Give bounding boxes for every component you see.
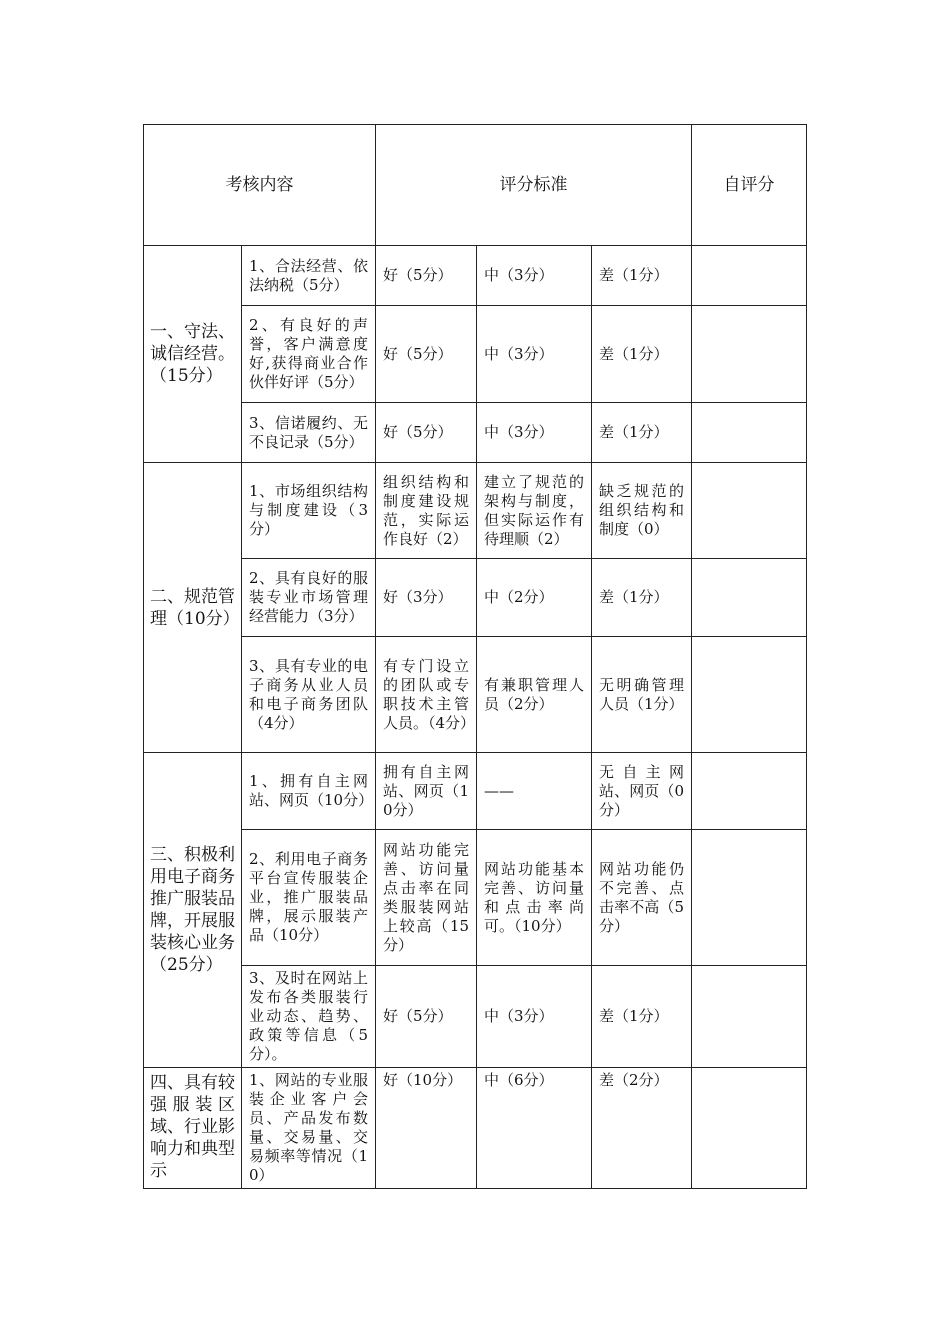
header-self-score: 自评分 <box>692 125 807 246</box>
table-row <box>144 306 807 403</box>
good-cell: 好（3分） <box>376 559 477 637</box>
mid-cell: 网站功能基本完善、访问量和点击率尚可。（10分） <box>477 830 592 966</box>
poor-cell: 网站功能仍不完善、点击率不高（5分） <box>592 830 692 966</box>
good-cell: 拥有自主网站、网页（10分） <box>376 753 477 830</box>
category-cell: 三、积极利用电子商务推广服装品牌，开展服装核心业务（25分） <box>144 753 242 1068</box>
self-score-cell[interactable] <box>692 830 807 966</box>
mid-cell: 中（3分） <box>477 306 592 403</box>
poor-cell: 差（1分） <box>592 246 692 306</box>
table-row <box>144 559 807 637</box>
table-row <box>144 1068 807 1189</box>
mid-cell: 中（3分） <box>477 403 592 463</box>
item-cell: 1、合法经营、依法纳税（5分） <box>242 246 376 306</box>
good-cell: 组织结构和制度建设规范，实际运作良好（2） <box>376 463 477 559</box>
good-cell: 有专门设立的团队或专职技术主管人员。（4分） <box>376 637 477 753</box>
category-cell: 二、规范管理（10分） <box>144 463 242 753</box>
poor-cell: 差（1分） <box>592 559 692 637</box>
self-score-cell[interactable] <box>692 637 807 753</box>
table-row <box>144 966 807 1068</box>
item-cell: 1、拥有自主网站、网页（10分） <box>242 753 376 830</box>
self-score-cell[interactable] <box>692 246 807 306</box>
self-score-cell[interactable] <box>692 559 807 637</box>
good-cell: 网站功能完善、访问量点击率在同类服装网站上较高（15分） <box>376 830 477 966</box>
item-cell: 1、市场组织结构与制度建设（3分） <box>242 463 376 559</box>
good-cell: 好（5分） <box>376 306 477 403</box>
good-cell: 好（5分） <box>376 966 477 1068</box>
table-row <box>144 637 807 753</box>
table-row <box>144 463 807 559</box>
poor-cell: 无明确管理人员（1分） <box>592 637 692 753</box>
item-cell: 1、网站的专业服装企业客户会员、产品发布数量、交易量、交易频率等情况（10） <box>242 1068 376 1189</box>
table-row <box>144 753 807 830</box>
item-cell: 3、具有专业的电子商务从业人员和电子商务团队（4分） <box>242 637 376 753</box>
mid-cell: 建立了规范的架构与制度，但实际运作有待理顺（2） <box>477 463 592 559</box>
table-row <box>144 403 807 463</box>
self-score-cell[interactable] <box>692 1068 807 1189</box>
category-cell: 一、守法、诚信经营。（15分） <box>144 246 242 463</box>
self-score-cell[interactable] <box>692 966 807 1068</box>
mid-cell: 有兼职管理人员（2分） <box>477 637 592 753</box>
mid-cell: 中（6分） <box>477 1068 592 1189</box>
category-cell: 四、具有较强服装区域、行业影响力和典型示 <box>144 1068 242 1189</box>
mid-cell: —— <box>477 753 592 830</box>
item-cell: 3、及时在网站上发布各类服装行业动态、趋势、政策等信息（5分）。 <box>242 966 376 1068</box>
poor-cell: 无自主网站、网页（0分） <box>592 753 692 830</box>
poor-cell: 差（2分） <box>592 1068 692 1189</box>
poor-cell: 差（1分） <box>592 966 692 1068</box>
good-cell: 好（5分） <box>376 246 477 306</box>
header-criteria: 评分标准 <box>376 125 692 246</box>
self-score-cell[interactable] <box>692 403 807 463</box>
item-cell: 3、信诺履约、无不良记录（5分） <box>242 403 376 463</box>
mid-cell: 中（3分） <box>477 246 592 306</box>
table-row <box>144 246 807 306</box>
item-cell: 2、有良好的声誉，客户满意度好,获得商业合作伙伴好评（5分） <box>242 306 376 403</box>
item-cell: 2、利用电子商务平台宣传服装企业，推广服装品牌，展示服装产品（10分） <box>242 830 376 966</box>
mid-cell: 中（3分） <box>477 966 592 1068</box>
poor-cell: 差（1分） <box>592 403 692 463</box>
self-score-cell[interactable] <box>692 753 807 830</box>
good-cell: 好（10分） <box>376 1068 477 1189</box>
self-score-cell[interactable] <box>692 306 807 403</box>
poor-cell: 差（1分） <box>592 306 692 403</box>
table-row <box>144 830 807 966</box>
assessment-table <box>143 124 807 1189</box>
mid-cell: 中（2分） <box>477 559 592 637</box>
good-cell: 好（5分） <box>376 403 477 463</box>
item-cell: 2、具有良好的服装专业市场管理经营能力（3分） <box>242 559 376 637</box>
self-score-cell[interactable] <box>692 463 807 559</box>
table-header-row <box>144 125 807 246</box>
header-content: 考核内容 <box>144 125 376 246</box>
poor-cell: 缺乏规范的组织结构和制度（0） <box>592 463 692 559</box>
